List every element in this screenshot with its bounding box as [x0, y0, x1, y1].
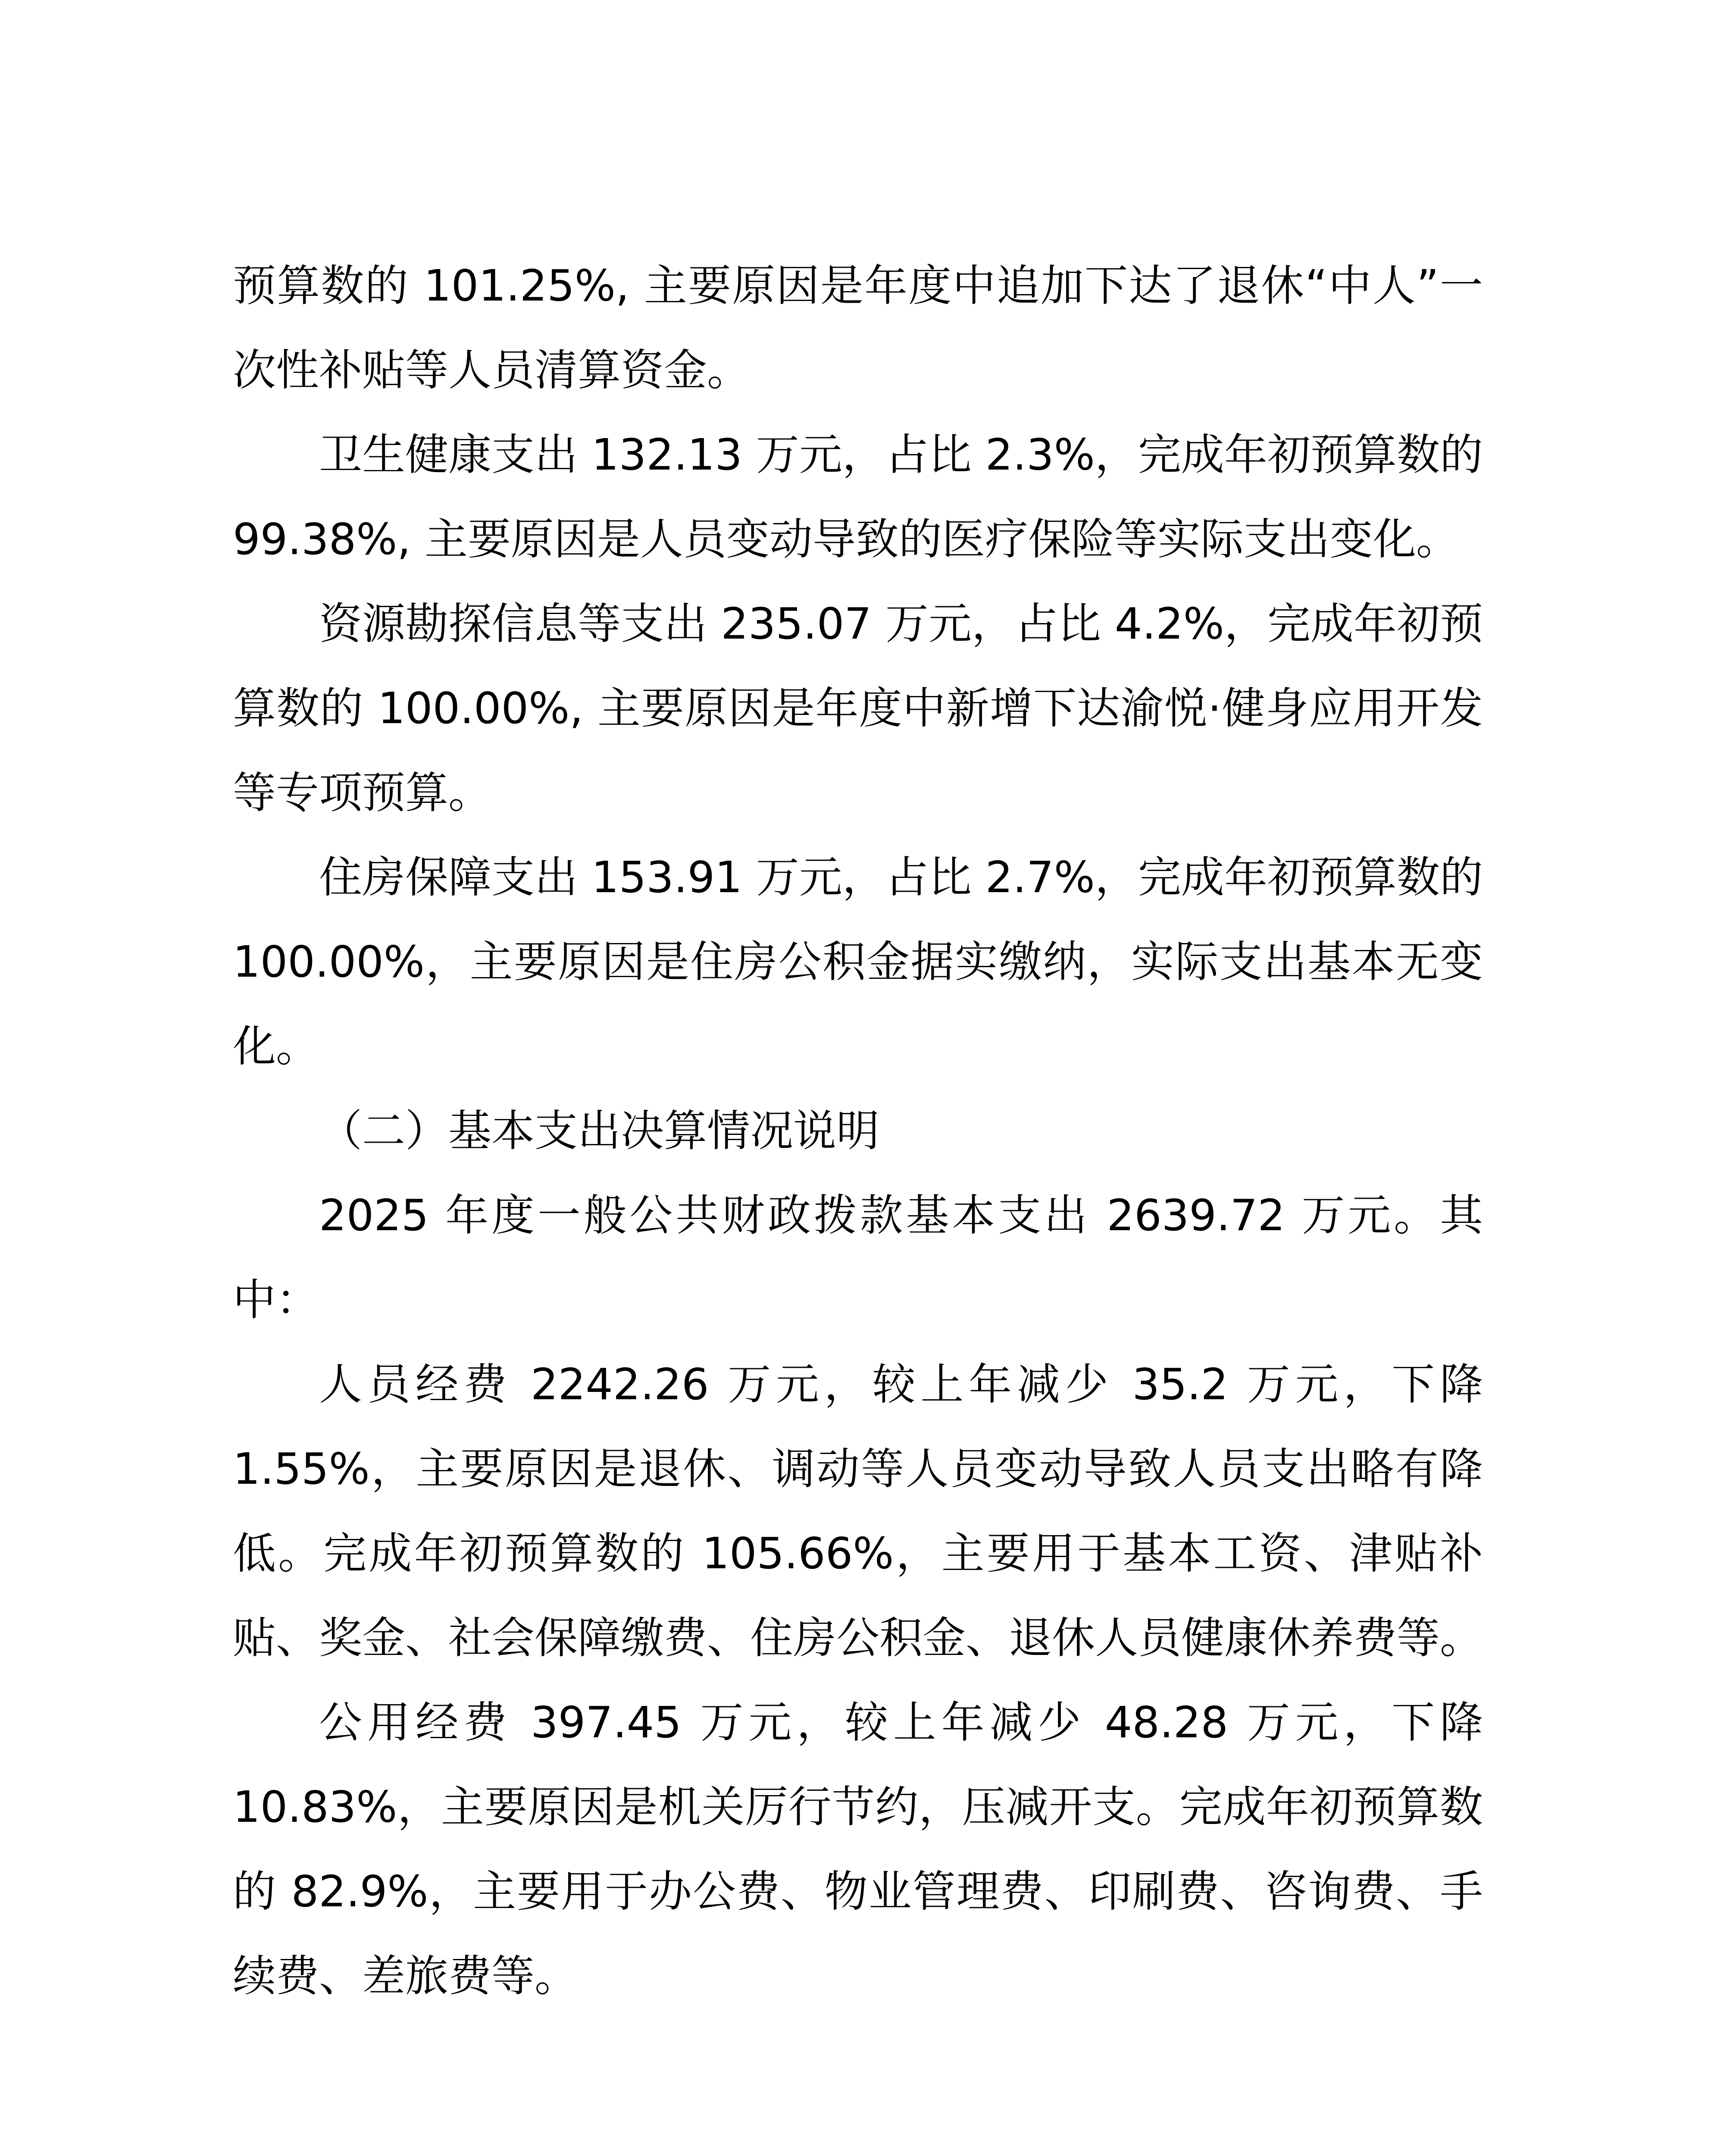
section-heading-basic-expenditure: （二）基本支出决算情况说明	[319, 1106, 879, 1156]
document-body	[233, 244, 1483, 2018]
paragraph-resource-exploration-expenditure: 资源勘探信息等支出 235.07 万元，占比 4.2%，完成年初预算数的 100.00%, 主要原因是年度中新增下达渝悦·健身应用开发等专项预算。	[233, 599, 1483, 818]
paragraph-health-expenditure: 卫生健康支出 132.13 万元，占比 2.3%，完成年初预算数的 99.38%, 主要原因是人员变动导致的医疗保险等实际支出变化。	[233, 429, 1483, 564]
paragraph-budget-continuation: 预算数的 101.25%, 主要原因是年度中追加下达了退休“中人”一次性补贴等人员清算资金。	[233, 260, 1483, 395]
paragraph-housing-expenditure: 住房保障支出 153.91 万元，占比 2.7%，完成年初预算数的 100.00%，主要原因是住房公积金据实缴纳，实际支出基本无变化。	[233, 852, 1483, 1072]
paragraph-basic-expenditure-total: 2025 年度一般公共财政拨款基本支出 2639.72 万元。其中：	[233, 1190, 1483, 1325]
paragraph-personnel-expenses: 人员经费 2242.26 万元，较上年减少 35.2 万元，下降 1.55%，主要原因是退休、调动等人员变动导致人员支出略有降低。完成年初预算数的 105.66%，主要用于基本工资、津贴补贴、奖金、社会保障缴费、住房公积金、退休人员健康休养费等。	[233, 1359, 1483, 1663]
paragraph-public-expenses: 公用经费 397.45 万元，较上年减少 48.28 万元，下降 10.83%，主要原因是机关厉行节约，压减开支。完成年初预算数的 82.9%，主要用于办公费、物业管理费、印刷费、咨询费、手续费、差旅费等。	[233, 1697, 1483, 2001]
